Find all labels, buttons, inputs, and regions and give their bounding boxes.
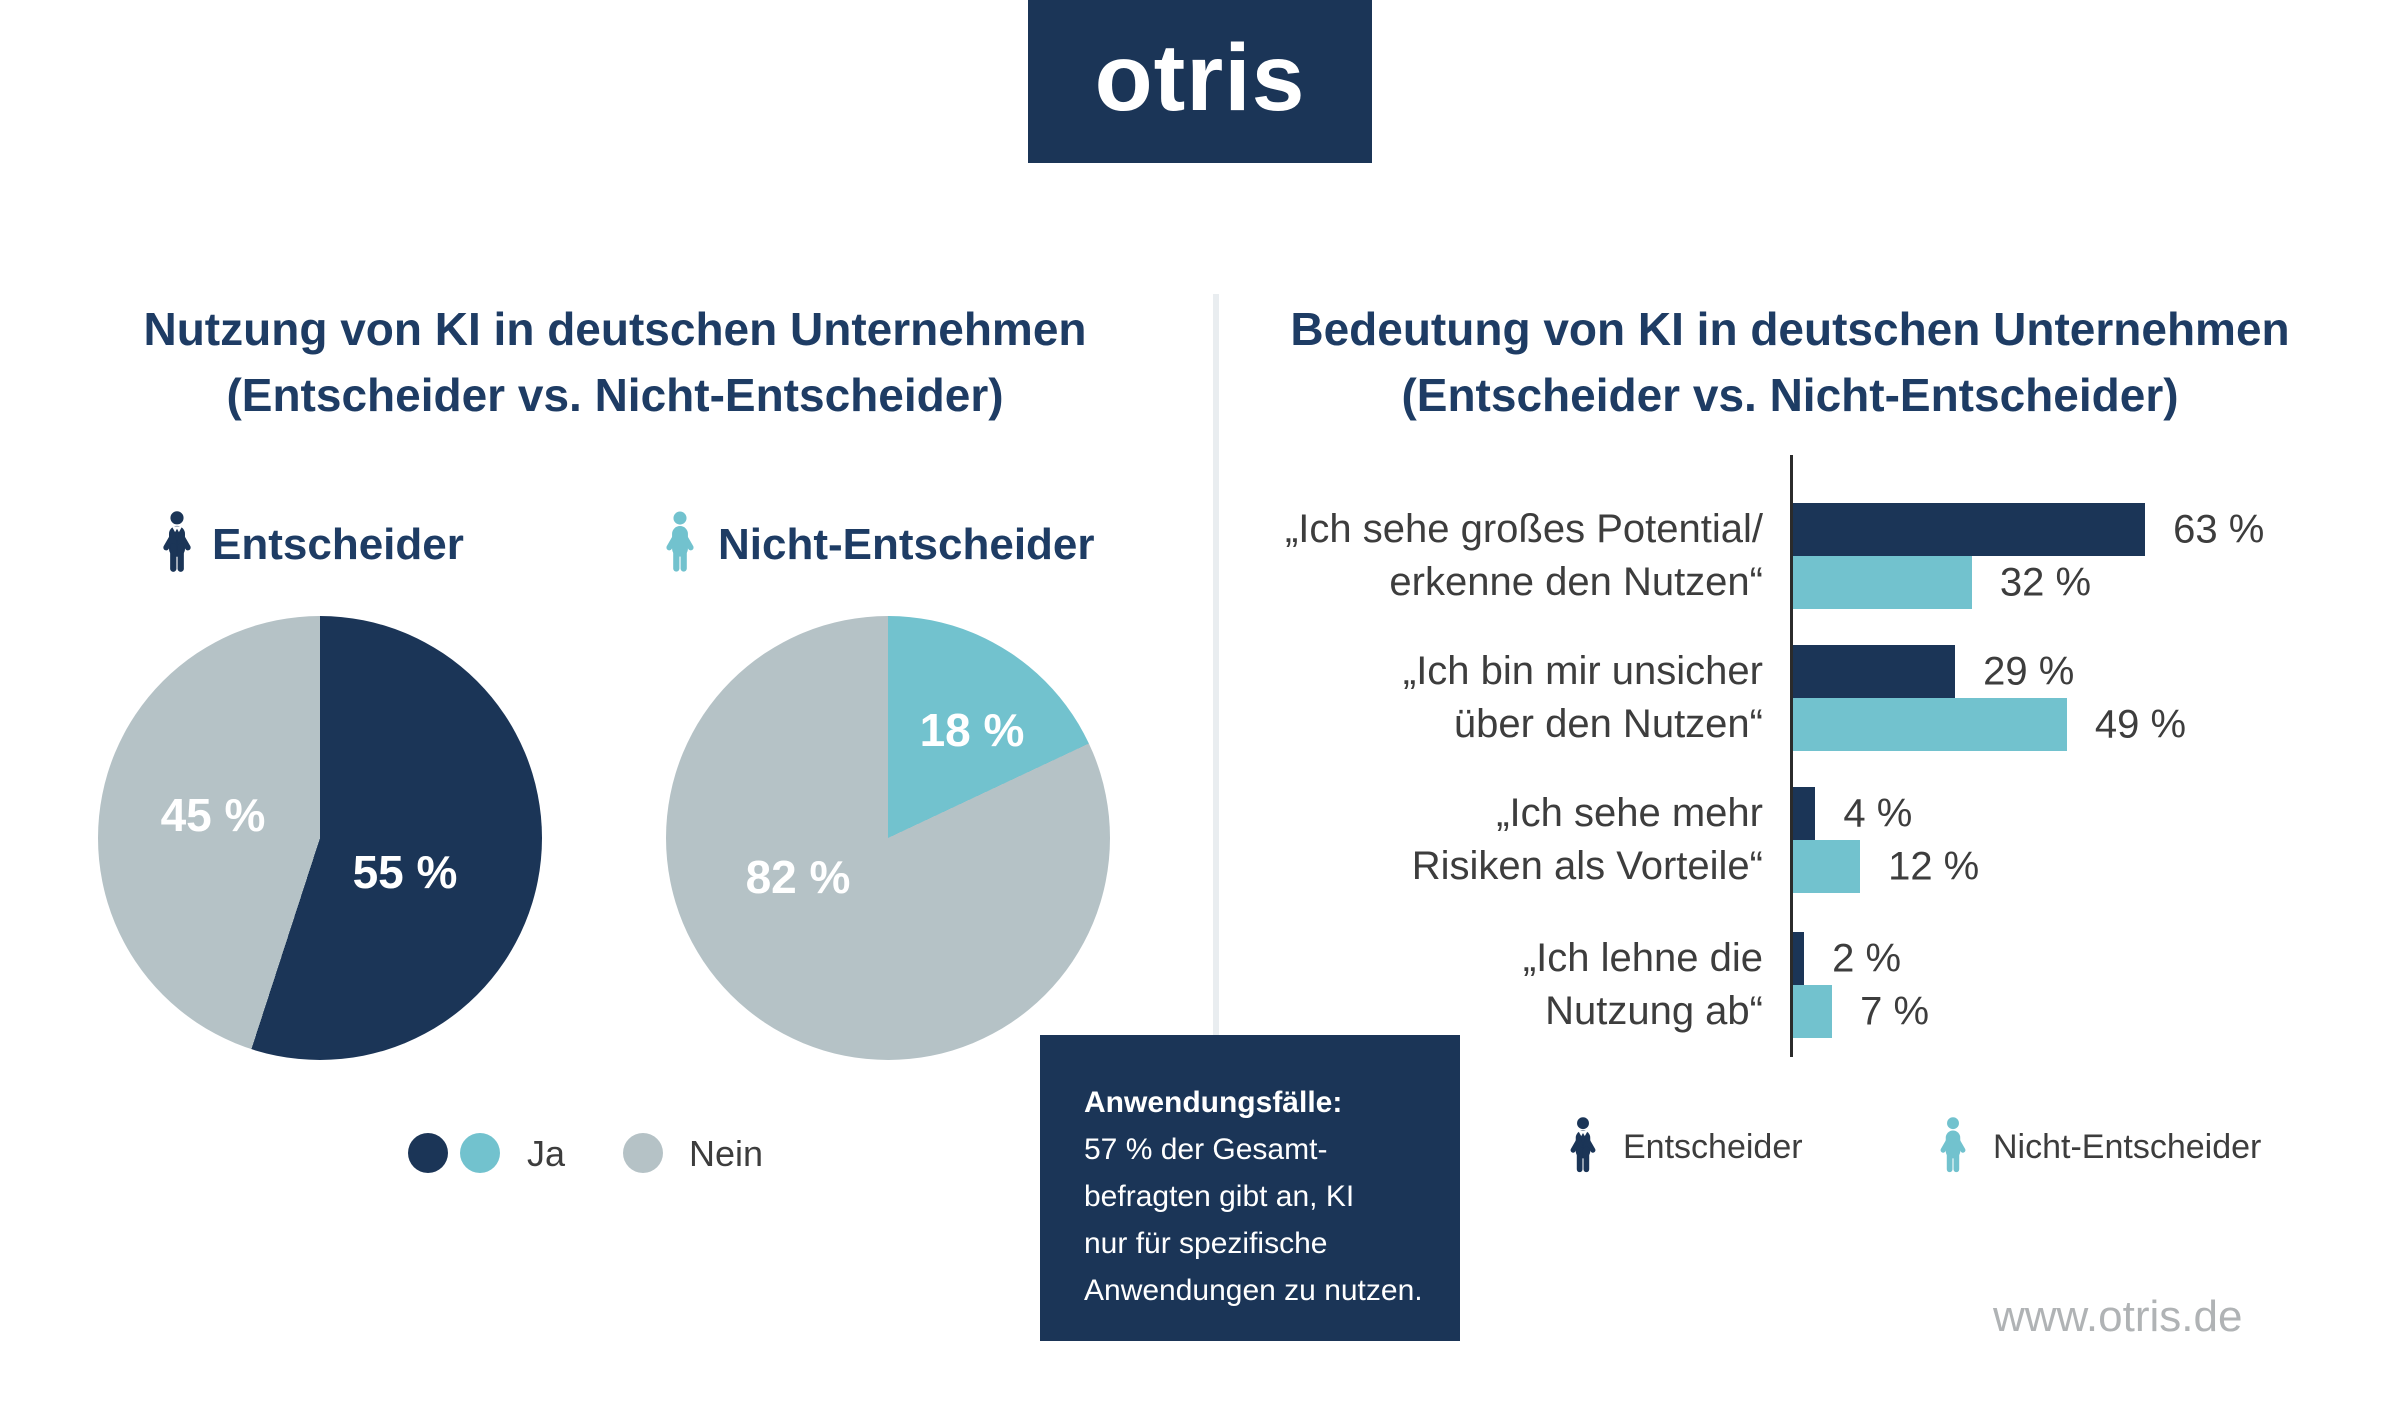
info-box-line: 57 % der Gesamt- xyxy=(1084,1133,1328,1166)
bar-nicht-entscheider xyxy=(1793,985,1832,1038)
bar-value-label: 29 % xyxy=(1983,649,2075,694)
bar-category-line: über den Nutzen“ xyxy=(1453,702,1763,746)
bar-category-line: „Ich lehne die xyxy=(1522,936,1763,980)
bar-value-label: 63 % xyxy=(2173,507,2265,552)
bar-value-label: 49 % xyxy=(2094,702,2187,747)
right-chart-title-line2: (Entscheider vs. Nicht-Entscheider) xyxy=(1401,369,2179,421)
left-chart-title xyxy=(85,296,1145,428)
bar-category-line: „Ich bin mir unsicher xyxy=(1402,649,1763,693)
bar-category-label xyxy=(1412,787,1763,893)
section-divider xyxy=(1213,294,1219,1035)
bar-category-line: „Ich sehe mehr xyxy=(1496,791,1763,835)
info-box-anwendungsfaelle xyxy=(1040,1035,1460,1341)
bar-entscheider xyxy=(1793,932,1804,985)
bar-nicht-entscheider xyxy=(1793,840,1860,893)
info-box-title: Anwendungsfälle: xyxy=(1084,1086,1343,1119)
bar-category-line: „Ich sehe großes Potential/ xyxy=(1284,507,1763,551)
pie1-nein-value: 45 % xyxy=(160,789,266,841)
bar-category-line: Nutzung ab“ xyxy=(1545,989,1763,1033)
bar-nicht-entscheider xyxy=(1793,556,1972,609)
bar-category-label xyxy=(1403,645,1763,751)
left-chart-title-line2: (Entscheider vs. Nicht-Entscheider) xyxy=(226,369,1004,421)
bar-entscheider xyxy=(1793,787,1815,840)
pie2-group-label: Nicht-Entscheider xyxy=(718,520,1095,569)
info-box-line: befragten gibt an, KI xyxy=(1084,1180,1355,1213)
person-icon xyxy=(663,511,697,580)
pie-chart-nicht-entscheider xyxy=(666,616,1110,1060)
otris-logo xyxy=(1028,0,1372,163)
pie2-nein-value: 82 % xyxy=(745,851,851,903)
pie2-ja-value: 18 % xyxy=(919,704,1025,756)
person-tie-icon xyxy=(158,511,196,580)
info-box-line: Anwendungen zu nutzen. xyxy=(1084,1274,1423,1307)
legend-label-ja: Ja xyxy=(527,1133,566,1174)
pie1-ja-value: 55 % xyxy=(352,846,458,898)
right-chart-title xyxy=(1270,296,2310,428)
bar-category-line: Risiken als Vorteile“ xyxy=(1411,844,1763,888)
bar-value-label: 7 % xyxy=(1860,989,1930,1034)
person-icon xyxy=(1937,1117,1969,1180)
legend-label-entscheider: Entscheider xyxy=(1623,1128,1803,1166)
person-tie-icon xyxy=(1567,1117,1599,1180)
right-chart-title-line1: Bedeutung von KI in deutschen Unternehmen xyxy=(1290,303,2290,355)
bar-category-label xyxy=(1285,503,1763,609)
legend-dot-ja-teal xyxy=(460,1133,500,1173)
pie1-group-label: Entscheider xyxy=(212,520,464,569)
legend-dot-nein xyxy=(623,1133,663,1173)
bar-entscheider xyxy=(1793,645,1955,698)
legend-label-nicht-entscheider: Nicht-Entscheider xyxy=(1993,1128,2262,1166)
bar-value-label: 12 % xyxy=(1888,844,1980,889)
bar-value-label: 4 % xyxy=(1843,791,1913,836)
otris-logo-text: otris xyxy=(1094,25,1306,131)
legend-label-nein: Nein xyxy=(689,1133,764,1174)
bar-entscheider xyxy=(1793,503,2145,556)
bar-value-label: 32 % xyxy=(1999,560,2092,605)
info-box-line: nur für spezifische xyxy=(1084,1227,1328,1260)
left-chart-title-line1: Nutzung von KI in deutschen Unternehmen xyxy=(143,303,1087,355)
bar-category-line: erkenne den Nutzen“ xyxy=(1389,560,1763,604)
bar-value-label: 2 % xyxy=(1832,936,1902,981)
website-url: www.otris.de xyxy=(1993,1292,2243,1341)
bar-category-label xyxy=(1523,932,1763,1038)
legend-dot-ja-navy xyxy=(408,1133,448,1173)
bar-nicht-entscheider xyxy=(1793,698,2067,751)
